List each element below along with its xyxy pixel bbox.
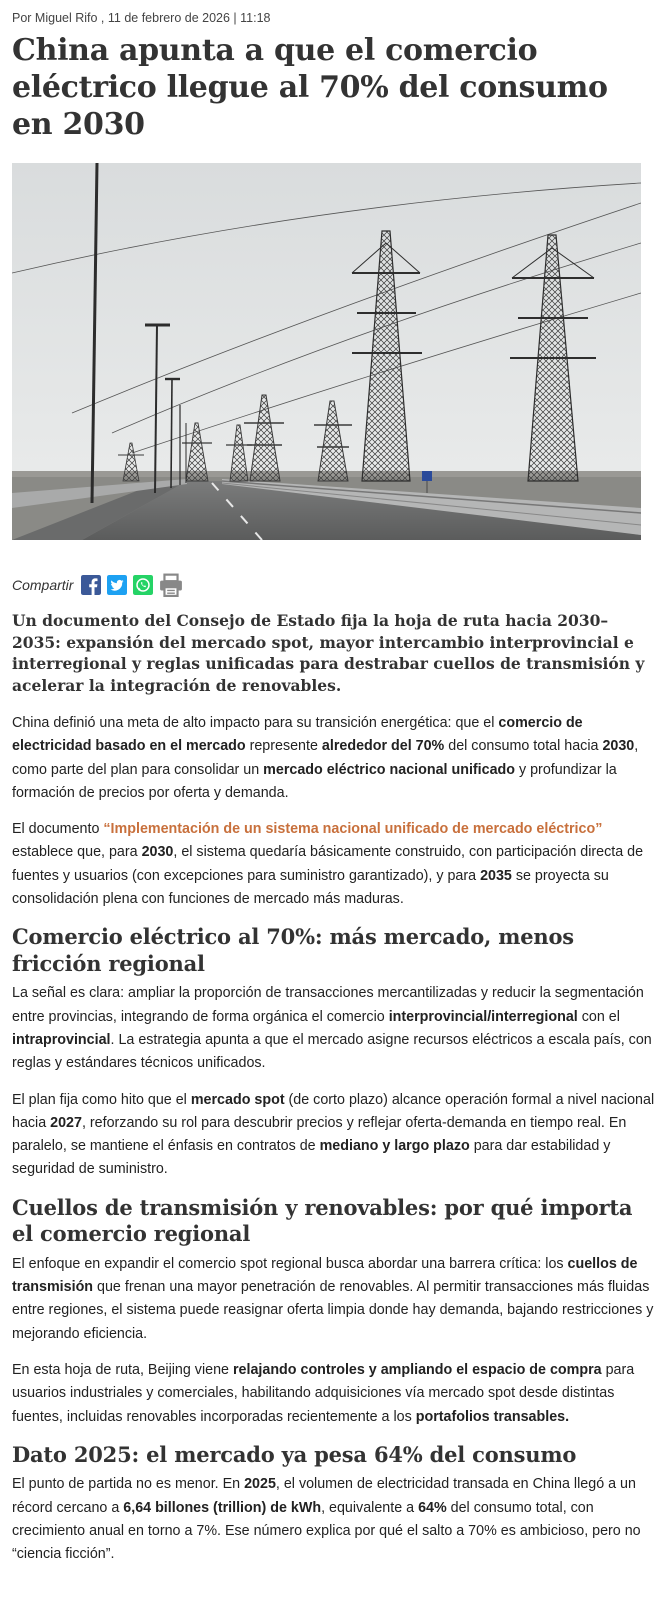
paragraph-1: China definió una meta de alto impacto para su transición energética: que el comercio de electricidad basado en el mercado represente alrededor del 70% del consumo total hacia 2030, como parte del plan para consolidar un mercado eléctrico nacional unificado y profundizar la formación de precios por oferta y demanda.	[12, 715, 639, 801]
paragraph-4: El plan fija como hito que el mercado spot (de corto plazo) alcance operación formal a nivel nacional hacia 2027, reforzando su rol para descubrir precios y reflejar oferta-demanda en tiempo real. En paralelo, se mantiene el énfasis en contratos de mediano y largo plazo para dar estabilidad y seguridad de suministro.	[12, 1091, 655, 1178]
whatsapp-icon[interactable]	[133, 575, 153, 595]
subheading-3: Dato 2025: el mercado ya pesa 64% del consumo	[12, 1441, 577, 1467]
paragraph-2: El documento “Implementación de un sistema nacional unificado de mercado eléctrico” establece que, para 2030, el sistema quedaría básicamente construido, con participación directa de fuentes y usuarios (con excepciones para suministro garantizado), y para 2035 se proyecta su consolidación plena con funciones de mercado más maduras.	[12, 821, 644, 908]
subheading-2: Cuellos de transmisión y renovables: por qué importa el comercio regional	[12, 1194, 633, 1247]
facebook-icon[interactable]	[81, 575, 101, 595]
print-icon[interactable]	[159, 573, 183, 597]
share-label: Compartir	[12, 577, 74, 593]
article-title: China apunta a que el comercio eléctrico llegue al 70% del consumo en 2030	[12, 33, 608, 142]
subheading-1: Comercio eléctrico al 70%: más mercado, menos fricción regional	[12, 924, 574, 976]
paragraph-5: El enfoque en expandir el comercio spot regional busca abordar una barrera crítica: los cuellos de transmisión que frenan una mayor penetración de renovables. Al permitir transacciones más fluidas entre regiones, el sistema puede reasignar oferta limpia donde hay demanda, bajando restricciones y mejorando eficiencia.	[12, 1255, 654, 1342]
twitter-icon[interactable]	[107, 575, 127, 595]
document-link[interactable]: “Implementación de un sistema nacional unificado de mercado eléctrico”	[103, 821, 603, 838]
paragraph-3: La señal es clara: ampliar la proporción de transacciones mercantilizadas y reducir la segmentación entre provincias, integrando de forma orgánica el comercio interprovincial/interregional con el intraprovincial. La estrategia apunta a que el mercado asigne recursos eléctricos a escala país, con reglas y estándares técnicos unificados.	[12, 985, 652, 1072]
paragraph-6: En esta hoja de ruta, Beijing viene relajando controles y ampliando el espacio de compra para usuarios industriales y comerciales, habilitando adquisiciones vía mercado spot desde distintas fuentes, incluidas renovables incorporadas recientemente a los portafolios transables.	[12, 1361, 635, 1425]
hero-image	[12, 163, 641, 540]
paragraph-7: El punto de partida no es menor. En 2025, el volumen de electricidad transada en China llegó a un récord cercano a 6,64 billones (trillion) de kWh, equivalente a 64% del consumo total, con crecimiento anual en torno a 7%. Ese número explica por qué el salto a 70% es ambicioso, pero no “ciencia ficción”.	[12, 1476, 641, 1563]
article-lead: Un documento del Consejo de Estado fija la hoja de ruta hacia 2030–2035: expansión del mercado spot, mayor intercambio interprovincial e interregional y reglas unificadas para destrabar cuellos de transmisión y acelerar la integración de renovables.	[12, 611, 645, 695]
share-bar	[12, 570, 657, 600]
byline: Por Miguel Rifo , 11 de febrero de 2026 | 11:18	[12, 11, 271, 25]
